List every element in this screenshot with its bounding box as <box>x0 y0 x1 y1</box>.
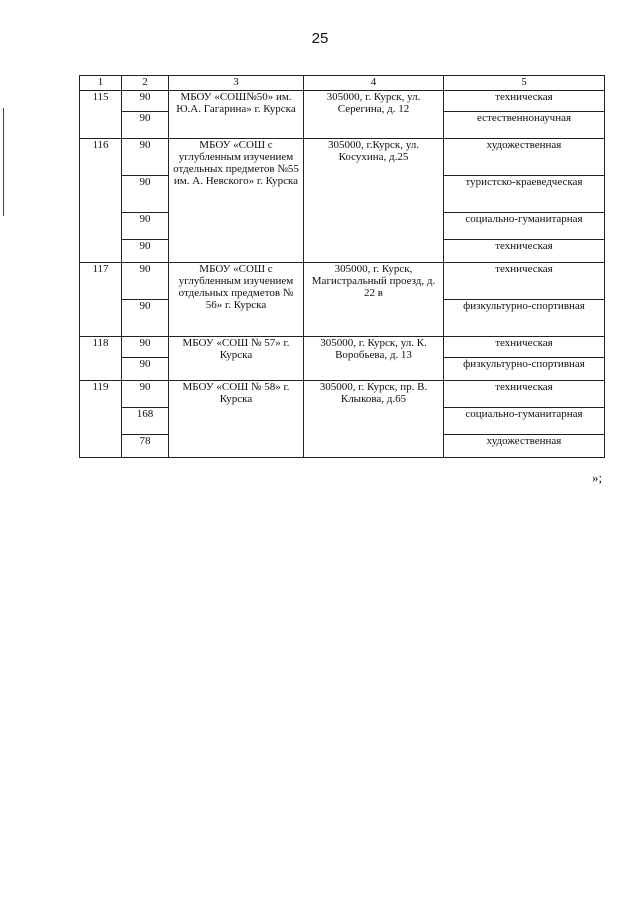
header-cell: 1 <box>80 76 122 91</box>
student-count: 90 <box>122 381 169 408</box>
student-count: 90 <box>122 112 169 139</box>
school-name: МБОУ «СОШ с углубленным изучением отдельных предметов №55 им. А. Невского» г. Курска <box>169 139 304 263</box>
student-count: 78 <box>122 435 169 458</box>
header-cell: 2 <box>122 76 169 91</box>
table-row <box>80 337 605 358</box>
header-cell: 3 <box>169 76 304 91</box>
row-number: 118 <box>80 337 122 381</box>
row-number: 117 <box>80 263 122 337</box>
profile: социально-гуманитарная <box>444 213 605 240</box>
profile: физкультурно-спортивная <box>444 300 605 337</box>
profile: художественная <box>444 139 605 176</box>
profile: туристско-краеведческая <box>444 176 605 213</box>
student-count: 90 <box>122 240 169 263</box>
profile: физкультурно-спортивная <box>444 358 605 381</box>
profile: техническая <box>444 263 605 300</box>
header-cell: 4 <box>304 76 444 91</box>
table-header-row <box>80 76 605 91</box>
profile: естественнонаучная <box>444 112 605 139</box>
school-name: МБОУ «СОШ№50» им. Ю.А. Гагарина» г. Курска <box>169 91 304 139</box>
schools-table <box>79 75 605 458</box>
school-address: 305000, г. Курск, пр. В. Клыкова, д.65 <box>304 381 444 458</box>
table-row <box>80 91 605 112</box>
closing-quote: »; <box>592 470 603 485</box>
profile: художественная <box>444 435 605 458</box>
profile: техническая <box>444 240 605 263</box>
student-count: 90 <box>122 337 169 358</box>
profile: техническая <box>444 91 605 112</box>
school-address: 305000, г. Курск, Магистральный проезд, д. 22 в <box>304 263 444 337</box>
student-count: 90 <box>122 213 169 240</box>
student-count: 90 <box>122 176 169 213</box>
row-number: 116 <box>80 139 122 263</box>
student-count: 90 <box>122 300 169 337</box>
row-number: 119 <box>80 381 122 458</box>
profile: социально-гуманитарная <box>444 408 605 435</box>
profile: техническая <box>444 381 605 408</box>
school-address: 305000, г. Курск, ул. Серегина, д. 12 <box>304 91 444 139</box>
table-row <box>80 381 605 408</box>
margin-line <box>3 108 4 216</box>
student-count: 90 <box>122 358 169 381</box>
school-address: 305000, г. Курск, ул. К. Воробьева, д. 13 <box>304 337 444 381</box>
row-number: 115 <box>80 91 122 139</box>
header-cell: 5 <box>444 76 605 91</box>
school-name: МБОУ «СОШ № 58» г. Курска <box>169 381 304 458</box>
school-name: МБОУ «СОШ № 57» г. Курска <box>169 337 304 381</box>
school-name: МБОУ «СОШ с углубленным изучением отдельных предметов № 56» г. Курска <box>169 263 304 337</box>
table-row <box>80 139 605 176</box>
page-number: 25 <box>311 30 329 47</box>
student-count: 90 <box>122 139 169 176</box>
student-count: 90 <box>122 91 169 112</box>
table-row <box>80 263 605 300</box>
student-count: 90 <box>122 263 169 300</box>
school-address: 305000, г.Курск, ул. Косухина, д.25 <box>304 139 444 263</box>
profile: техническая <box>444 337 605 358</box>
student-count: 168 <box>122 408 169 435</box>
